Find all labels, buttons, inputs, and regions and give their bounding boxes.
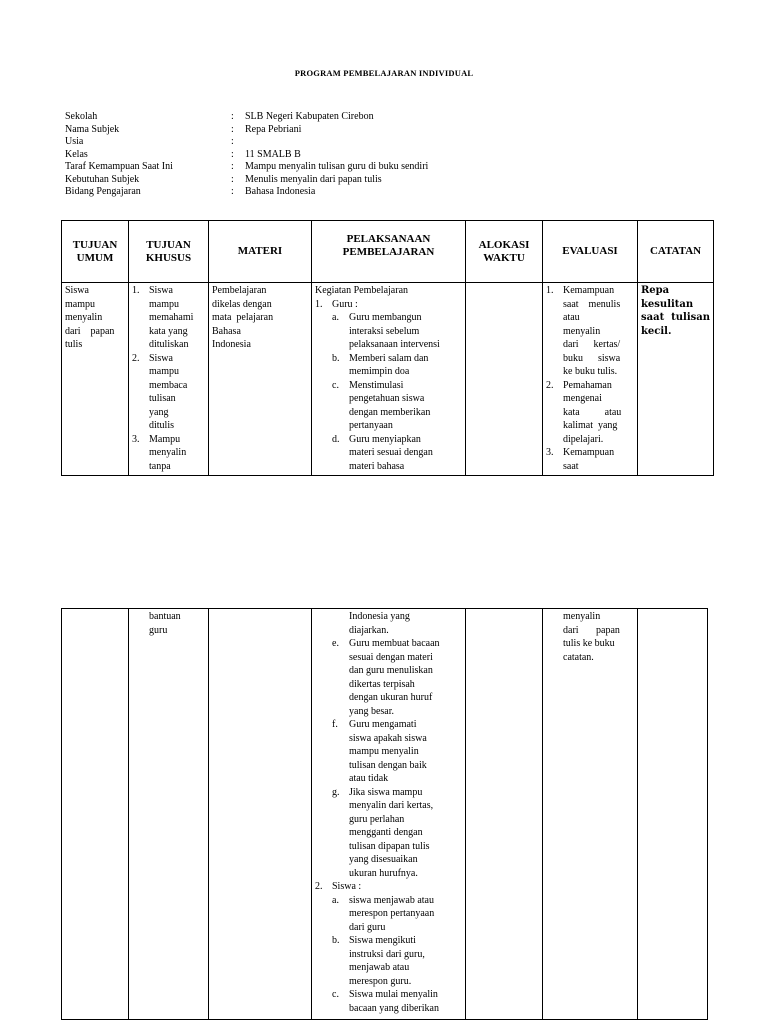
text-line: pengetahuan siswa [349,393,425,404]
list-item [332,352,462,379]
text-line: dari papan [563,624,620,636]
text-line: pertanyaan [349,420,393,431]
text-line: tulis ke buku [563,638,615,649]
text-line: dengan ukuran huruf [349,692,433,703]
cell-pelaksanaan-cont [312,609,466,1020]
info-value: 11 SMALB B [245,148,301,160]
text-line: buku siswa [563,352,621,364]
text-line: dengan memberikan [349,406,431,418]
list-item [132,433,205,474]
list-item [332,934,462,988]
text-line: guru [149,624,168,636]
text-line: menyalin [65,312,103,323]
text-line: yang [149,406,169,418]
info-value: Bahasa Indonesia [245,186,316,197]
list-item [132,284,205,352]
text-line: memahami [149,312,194,323]
text-line: membaca [149,379,188,391]
text-line: bacaan yang diberikan [349,1002,439,1014]
list-item [332,786,462,881]
info-value: Repa Pebriani [245,123,302,135]
list-item [332,379,462,433]
cell-tujuan-khusus-cont [129,609,209,1020]
info-label: Bidang Pengajaran [65,186,141,197]
text-line: dipelajari. [563,433,604,445]
cell-tujuan-khusus [129,283,209,476]
cell-materi [209,283,312,476]
text-line: kata yang [149,325,188,337]
list-number: b. [332,935,340,946]
text-line: Siswa mengikuti [349,935,416,946]
info-label: Kelas [65,148,88,160]
list-number: 3. [546,447,554,458]
text-line: bantuan [149,611,181,622]
text-line: dari kertas/ [563,339,621,350]
list-item [132,352,205,433]
info-label: Nama Subjek [65,123,120,135]
text-line: Pemahaman [563,379,612,391]
lesson-plan-table-page2 [61,608,708,1020]
text-line: menyalin [149,447,187,458]
text-line: Bahasa [212,325,241,337]
text-line: tulisan dengan baik [349,759,427,771]
cell-catatan [638,283,714,476]
list-number: 2. [132,352,140,364]
text-line: siswa apakah siswa [349,732,427,744]
list-item [546,446,634,473]
text-line: menjawab atau [349,962,410,973]
text-line: diajarkan. [349,624,389,636]
text-line: menyalin dari kertas, [349,800,434,811]
list-number: 1. [132,285,140,296]
text-line: dituliskan [149,339,189,350]
list-item [315,298,462,312]
info-colon: : [231,148,234,160]
list-number: a. [332,312,339,323]
text-line: merespon pertanyaan [349,908,435,919]
text-line: menyalin [563,325,601,337]
text-line: merespon guru. [349,975,412,987]
list-number: a. [332,894,339,906]
text-line: mampu [65,298,95,310]
text-line: kesulitan [641,298,694,310]
info-value: Mampu menyalin tulisan guru di buku sendiri [245,161,429,172]
text-line: tanpa [149,460,171,472]
list-number: g. [332,786,340,798]
info-value: Menulis menyalin dari papan tulis [245,173,382,185]
text-line: Memberi salam dan [349,352,429,364]
cell-tujuan-umum-cont [62,609,129,1020]
text-line: Guru membangun [349,312,422,323]
text-line: ukuran hurufnya. [349,867,418,879]
document-title: PROGRAM PEMBELAJARAN INDIVIDUAL [294,68,474,78]
info-colon: : [231,136,234,147]
cell-pelaksanaan [312,283,466,476]
list-number: 2. [546,379,554,391]
text-line: Mampu [149,433,181,445]
text-line: Repa [641,285,670,296]
text-line: kecil. [641,325,672,337]
list-item [332,637,462,718]
text-line: Jika siswa mampu [349,786,423,798]
text-line: dan guru menuliskan [349,665,433,676]
list-number: 3. [132,433,140,445]
text-line: saat menulis [563,298,621,310]
text-line: saat tulisan [641,312,711,323]
list-item [332,894,462,935]
text-line: mata pelajaran [212,312,274,323]
text-line: sesuai dengan materi [349,651,433,663]
text-line: atau [563,312,580,323]
text-line: Guru : [332,298,358,310]
text-line: dikertas terpisah [349,678,415,690]
text-line: Siswa [65,285,89,296]
list-item [332,433,462,474]
header-alokasi-waktu: ALOKASI WAKTU [466,221,543,283]
text-line: kata atau [563,406,622,418]
text-line: Siswa : [332,881,362,892]
info-label: Sekolah [65,111,98,122]
info-colon: : [231,123,234,135]
header-evaluasi: EVALUASI [543,221,638,283]
list-number: 2. [315,881,323,892]
header-materi: MATERI [209,221,312,283]
list-item [332,718,462,786]
cell-alokasi-waktu-cont [466,609,543,1020]
list-item [332,311,462,352]
text-line: mampu [149,366,179,377]
text-line: dikelas dengan [212,298,272,310]
text-line: dari papan [65,325,115,337]
text-line: atau tidak [349,773,389,784]
text-line: ke buku tulis. [563,366,618,377]
info-label: Taraf Kemampuan Saat Ini [65,161,173,172]
text-line: Kemampuan [563,285,615,296]
text-line: Guru mengamati [349,719,417,730]
header-tujuan-umum: TUJUAN UMUM [62,221,129,283]
header-tujuan-khusus: TUJUAN KHUSUS [129,221,209,283]
text-line: materi bahasa [349,460,405,472]
info-colon: : [231,111,234,122]
text-line: Kemampuan [563,447,615,458]
cell-evaluasi [543,283,638,476]
text-line: mampu [149,298,179,310]
text-line: kalimat yang [563,420,618,431]
list-number: 1. [546,285,554,296]
pelaksanaan-intro: Kegiatan Pembelajaran [315,285,409,296]
header-pelaksanaan: PELAKSANAAN PEMBELAJARAN [312,221,466,283]
list-number: d. [332,433,340,445]
list-item [546,284,634,379]
text-line: mengenai [563,393,602,404]
cell-materi-cont [209,609,312,1020]
text-line: Indonesia [212,339,251,350]
text-line: yang disesuaikan [349,854,418,865]
text-line: siswa menjawab atau [349,894,434,906]
text-line: Menstimulasi [349,379,404,391]
text-line: Guru membuat bacaan [349,638,440,649]
text-line: Siswa [149,352,173,364]
text-line: ditulis [149,420,175,431]
text-line: tulisan dipapan tulis [349,840,430,852]
text-line: memimpin doa [349,366,410,377]
text-line: instruksi dari guru, [349,948,425,960]
text-line: saat [563,460,579,472]
list-number: e. [332,638,339,649]
info-value: SLB Negeri Kabupaten Cirebon [245,111,374,122]
text-line: yang besar. [349,705,394,717]
info-colon: : [231,161,234,172]
cell-tujuan-umum [62,283,129,476]
info-colon: : [231,173,234,185]
text-line: Pembelajaran [212,285,267,296]
text-line: pelaksanaan intervensi [349,339,440,350]
text-line: mengganti dengan [349,827,423,838]
pelaksanaan-continued [315,610,462,637]
info-label: Usia [65,136,84,147]
text-line: tulisan [149,393,176,404]
text-line: Siswa [149,285,173,296]
list-number: f. [332,719,338,730]
list-number: b. [332,352,340,364]
text-line: Siswa mulai menyalin [349,989,438,1000]
text-line: Indonesia yang [349,611,410,622]
text-line: materi sesuai dengan [349,447,433,458]
text-line: guru perlahan [349,813,405,825]
text-line: Guru menyiapkan [349,433,421,445]
cell-alokasi-waktu [466,283,543,476]
list-number: c. [332,989,339,1000]
list-item [546,379,634,447]
cell-evaluasi-cont [543,609,638,1020]
text-line: catatan. [563,651,594,663]
lesson-plan-table-page1 [61,220,714,476]
info-label: Kebutuhan Subjek [65,173,140,185]
list-item [315,880,462,894]
text-line: tulis [65,339,83,350]
info-colon: : [231,186,234,197]
list-number: 1. [315,298,323,310]
header-catatan: CATATAN [638,221,714,283]
cell-catatan-cont [638,609,708,1020]
text-line: interaksi sebelum [349,325,420,337]
text-line: menyalin [563,611,601,622]
list-number: c. [332,379,339,391]
list-item [332,988,462,1015]
text-line: dari guru [349,921,386,933]
text-line: mampu menyalin [349,746,419,757]
